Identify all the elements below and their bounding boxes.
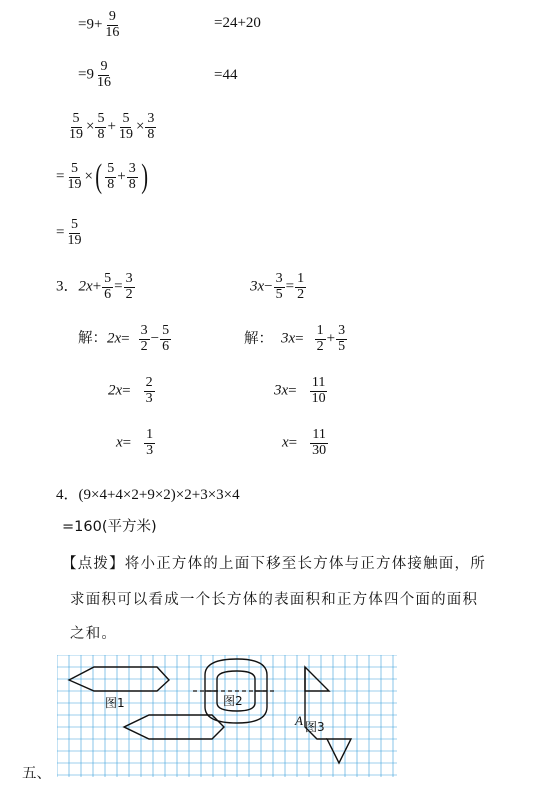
q3-left-equation: 3．2x+ $\frac{5}{6}$ = $\frac{3}{2}$ <box>56 271 133 302</box>
ring-top-outer <box>205 659 267 691</box>
line2-fraction: $\frac{9}{16}$ <box>96 59 111 90</box>
q4-result: =160(平方米) <box>62 519 157 535</box>
q3-sol-left-2: 2x= $\frac{2}{3}$ <box>108 375 153 406</box>
grid-lines <box>57 655 397 777</box>
expr2: = $\frac{5}{19}$ ×( $\frac{5}{8}$ + $\frac{3}{8}$ ) <box>56 158 148 195</box>
q3-sol-left-3: x= $\frac{1}{3}$ <box>116 427 154 458</box>
line1-prefix: =9+ <box>78 16 103 33</box>
q3-sol-right-2: 3x= $\frac{11}{10}$ <box>274 375 326 406</box>
q3-sol-right-3: x= $\frac{11}{30}$ <box>282 427 327 458</box>
line2-prefix: =9 <box>78 66 94 83</box>
expr3: = $\frac{5}{19}$ <box>56 217 82 248</box>
figure3-label: 图3 <box>305 720 325 734</box>
q3-sol-left-1: 解：2x= $\frac{3}{2}$ − $\frac{5}{6}$ <box>78 323 170 354</box>
line1-left <box>78 10 122 40</box>
hint-line3: 之和。 <box>70 626 118 642</box>
figure2-label: 图2 <box>223 694 243 708</box>
figure1-label: 图1 <box>105 696 125 710</box>
section5-label: 五、 <box>22 766 51 782</box>
grid-figure <box>57 655 397 777</box>
line2-right: =44 <box>214 67 238 83</box>
q3-sol-right-1: 解： 3x= $\frac{1}{2}$ + $\frac{3}{5}$ <box>244 323 346 354</box>
hint-line2: 求面积可以看成一个长方体的表面积和正方体四个面的面积 <box>70 592 479 608</box>
q4-expression: 4．(9×4+4×2+9×2)×2+3×3×4 <box>56 487 240 503</box>
expr1: $\frac{5}{19}$ × $\frac{5}{8}$ + $\frac{5}{19}$ × $\frac{3}{8}$ <box>69 111 155 142</box>
q3-right-equation: 3x− $\frac{3}{5}$ = $\frac{1}{2}$ <box>250 271 305 302</box>
hint-line1: 【点拨】将小正方体的上面下移至长方体与正方体接触面，所 <box>62 556 486 572</box>
line1-right: =24+20 <box>214 15 261 31</box>
line2-left <box>78 60 114 90</box>
line1-fraction: $\frac{9}{16}$ <box>105 9 120 40</box>
point-a-label: A <box>295 713 303 728</box>
